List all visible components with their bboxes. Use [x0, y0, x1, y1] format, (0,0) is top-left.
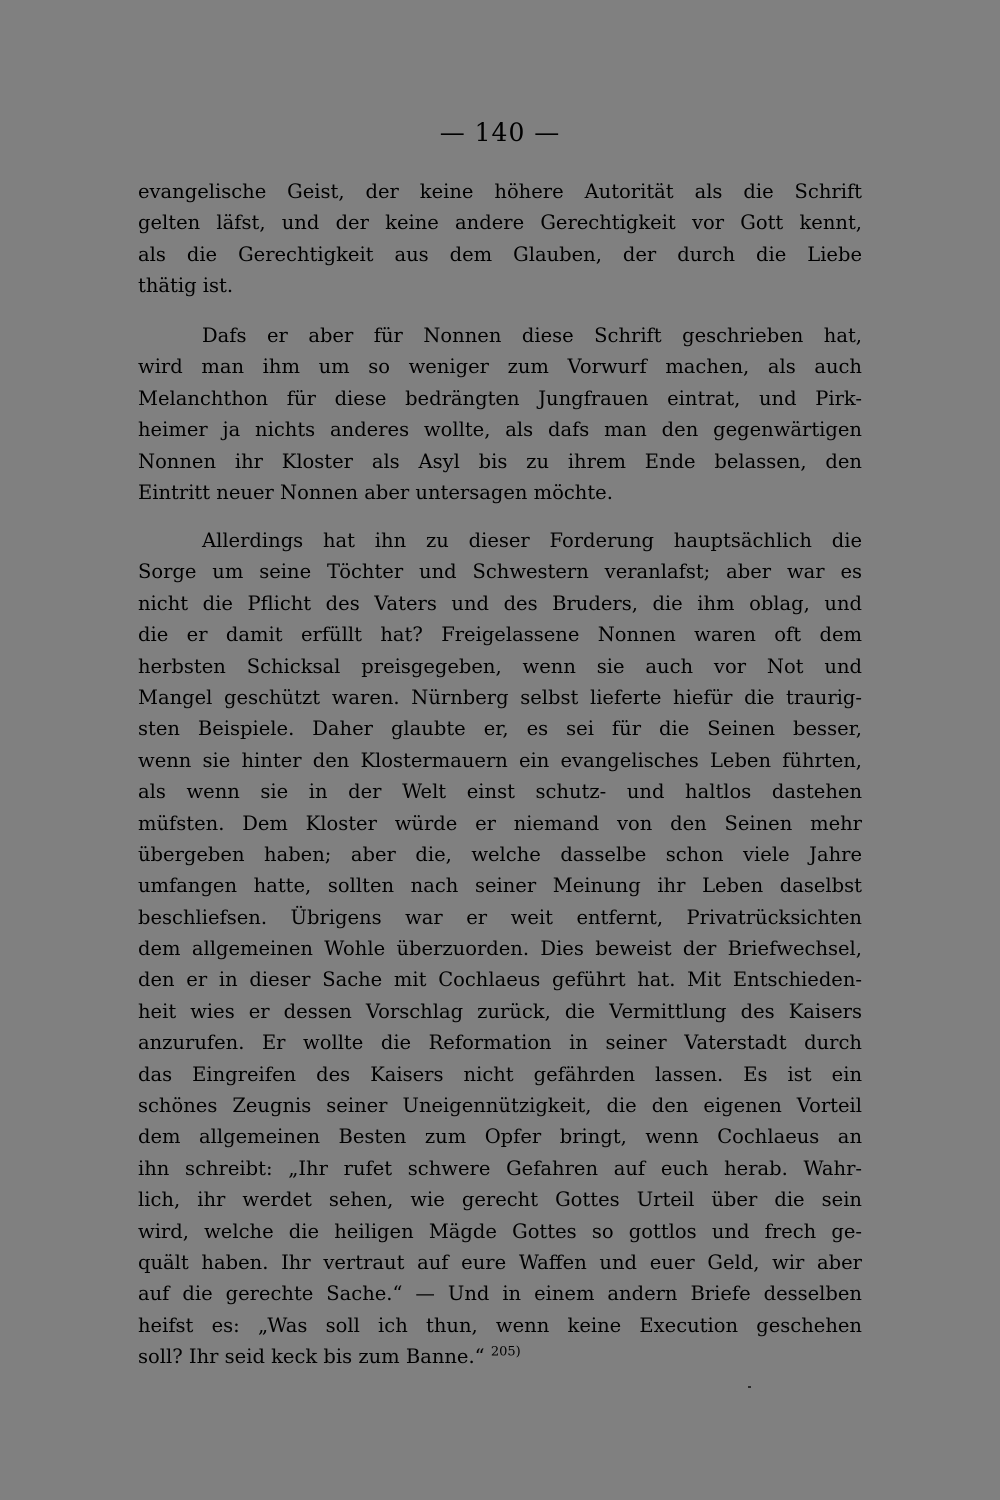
text-line: anzurufen. Er wollte die Reformation in seiner Vaterstadt durch — [138, 1031, 862, 1055]
text-line: Melanchthon für diese bedrängten Jungfrauen eintrat, und Pirk- — [138, 386, 862, 410]
text-line: schönes Zeugnis seiner Uneigennützigkeit, die den eigenen Vorteil — [138, 1094, 862, 1118]
text-line: heit wies er dessen Vorschlag zurück, die Vermittlung des Kaisers — [138, 999, 862, 1023]
text-line: heifst es: „Was soll ich thun, wenn keine Execution geschehen — [138, 1313, 862, 1337]
text-line: Allerdings hat ihn zu dieser Forderung hauptsächlich die — [202, 529, 862, 552]
text-line: sten Beispiele. Daher glaubte er, es sei für die Seinen besser, — [138, 717, 862, 741]
text-line: thätig ist. — [138, 274, 234, 298]
text-line: Dafs er aber für Nonnen diese Schrift geschrieben hat, — [202, 324, 862, 347]
text-line: übergeben haben; aber die, welche dasselbe schon viele Jahre — [138, 842, 862, 866]
text-line: dem allgemeinen Wohle überzuorden. Dies beweist der Briefwechsel, — [138, 937, 862, 961]
paragraph-1 — [138, 176, 862, 302]
scan-speck — [748, 1386, 751, 1388]
text-line: umfangen hatte, sollten nach seiner Meinung ihr Leben daselbst — [138, 874, 862, 898]
text-line: nicht die Pflicht des Vaters und des Bruders, die ihm oblag, und — [138, 591, 862, 615]
text-line: auf die gerechte Sache.“ — Und in einem andern Briefe desselben — [138, 1282, 862, 1306]
text-line: wird man ihm um so weniger zum Vorwurf machen, als auch — [138, 355, 862, 379]
text-line: die er damit erfüllt hat? Freigelassene Nonnen waren oft dem — [138, 623, 862, 647]
text-line: herbsten Schicksal preisgegeben, wenn sie auch vor Not und — [138, 654, 862, 678]
text-line: dem allgemeinen Besten zum Opfer bringt, wenn Cochlaeus an — [138, 1125, 862, 1149]
text-line: evangelische Geist, der keine höhere Autorität als die Schrift — [138, 180, 862, 203]
text-line: gelten läfst, und der keine andere Gerechtigkeit vor Gott kennt, — [138, 211, 862, 235]
page-number-header: — 140 — — [439, 118, 561, 147]
paragraph-3 — [138, 525, 862, 1373]
text-line: müfsten. Dem Kloster würde er niemand von den Seinen mehr — [138, 811, 862, 835]
text-line: lich, ihr werdet sehen, wie gerecht Gottes Urteil über die sein — [138, 1188, 862, 1212]
text-line-final — [138, 1341, 862, 1372]
text-line: ihn schreibt: „Ihr rufet schwere Gefahren auf euch herab. Wahr- — [138, 1156, 862, 1180]
text-line: das Eingreifen des Kaisers nicht gefährden lassen. Es ist ein — [138, 1062, 862, 1086]
text-line: Eintritt neuer Nonnen aber untersagen möchte. — [138, 480, 613, 504]
text-line-final-text: soll? Ihr seid keck bis zum Banne.“ — [138, 1345, 485, 1369]
text-line: den er in dieser Sache mit Cochlaeus geführt hat. Mit Entschieden- — [138, 968, 862, 992]
text-line: wird, welche die heiligen Mägde Gottes so gottlos und frech ge- — [138, 1219, 862, 1243]
text-line: heimer ja nichts anderes wollte, als dafs man den gegenwärtigen — [138, 418, 862, 442]
text-line: Mangel geschützt waren. Nürnberg selbst lieferte hiefür die traurig- — [138, 685, 862, 709]
text-line: als die Gerechtigkeit aus dem Glauben, der durch die Liebe — [138, 242, 862, 266]
text-line: quält haben. Ihr vertraut auf eure Waffen und euer Geld, wir aber — [138, 1250, 862, 1274]
text-line: als wenn sie in der Welt einst schutz- und haltlos dastehen — [138, 780, 862, 804]
text-line: wenn sie hinter den Klostermauern ein evangelisches Leben führten, — [138, 748, 862, 772]
footnote-reference: 205) — [490, 1344, 521, 1360]
paragraph-2 — [138, 320, 862, 508]
text-line: Nonnen ihr Kloster als Asyl bis zu ihrem Ende belassen, den — [138, 449, 862, 473]
text-line: Sorge um seine Töchter und Schwestern veranlafst; aber war es — [138, 560, 862, 584]
text-line: beschliefsen. Übrigens war er weit entfernt, Privatrücksichten — [138, 905, 862, 929]
